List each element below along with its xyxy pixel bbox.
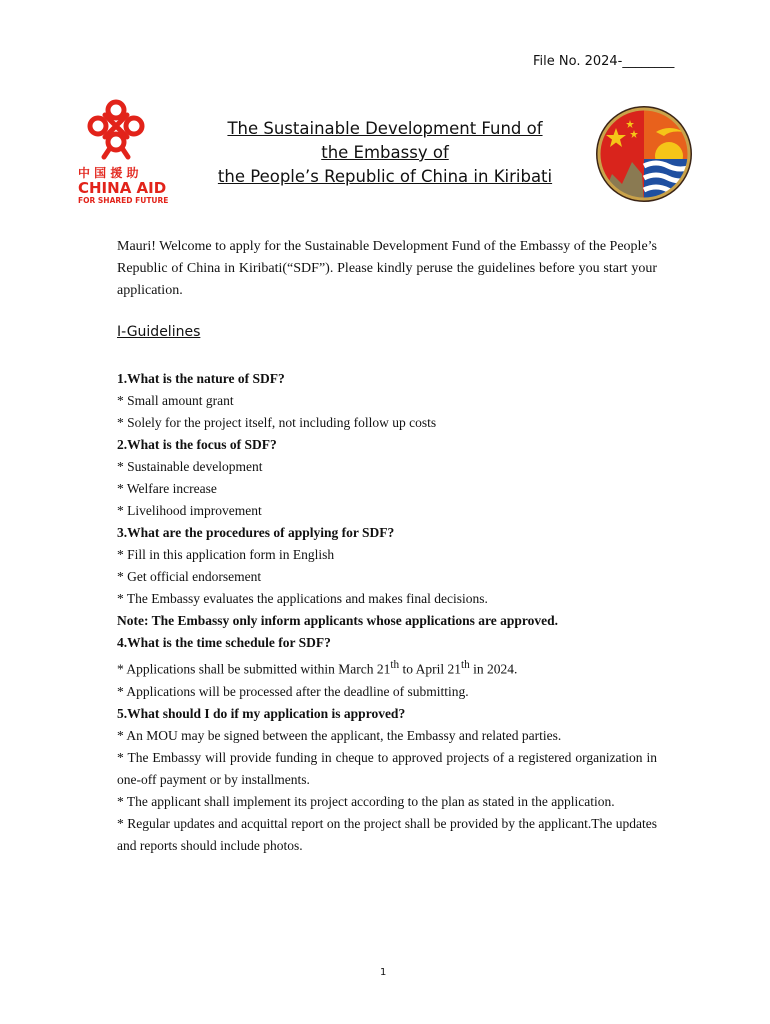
logo-tagline: FOR SHARED FUTURE: [78, 196, 169, 205]
title-line-1: The Sustainable Development Fund of: [227, 119, 543, 138]
guidelines-heading: I-Guidelines: [117, 324, 201, 340]
list-item: * Applications will be processed after the deadline of submitting.: [117, 683, 469, 699]
list-item: * The Embassy evaluates the applications and makes final decisions.: [117, 591, 488, 606]
ordinal-suffix: th: [390, 659, 400, 671]
list-item: * Fill in this application form in English: [117, 547, 335, 562]
list-item: * Welfare increase: [117, 481, 217, 496]
list-item: [117, 654, 657, 681]
list-item: * The applicant shall implement its project according to the plan as stated in the application.: [117, 793, 615, 809]
question-1: 1.What is the nature of SDF?: [117, 371, 285, 386]
schedule-text-b: to April 21: [399, 661, 461, 677]
schedule-text-a: * Applications shall be submitted within March 21: [117, 661, 391, 677]
guidelines-content: [117, 368, 657, 857]
list-item: * The Embassy will provide funding in cheque to approved projects of a registered organization in one-off payment or by installments.: [117, 749, 657, 787]
file-number: File No. 2024-________: [533, 54, 675, 69]
schedule-text-c: in 2024.: [469, 661, 518, 677]
list-item: * An MOU may be signed between the applicant, the Embassy and related parties.: [117, 727, 562, 743]
question-2: 2.What is the focus of SDF?: [117, 437, 277, 452]
logo-name: CHINA AID: [78, 179, 167, 197]
list-item: * Small amount grant: [117, 393, 234, 408]
embassy-emblem-icon: [594, 104, 694, 204]
list-item: * Regular updates and acquittal report on the project shall be provided by the applicant.The updates and reports should include photos.: [117, 815, 657, 853]
list-item: * Solely for the project itself, not including follow up costs: [117, 415, 437, 430]
approval-note: Note: The Embassy only inform applicants whose applications are approved.: [117, 613, 559, 628]
list-item: * Get official endorsement: [117, 569, 262, 584]
question-4: 4.What is the time schedule for SDF?: [117, 635, 331, 650]
intro-paragraph: Mauri! Welcome to apply for the Sustainable Development Fund of the Embassy of the People’s Republic of China in Kiribati(“SDF”). Please kindly peruse the guidelines before you start your application.: [117, 239, 657, 298]
logo-chinese-text: 中 国 援 助: [78, 166, 139, 180]
page-number: 1: [380, 967, 387, 978]
title-line-2: the Embassy of: [321, 143, 449, 162]
document-title: [180, 117, 590, 189]
list-item: * Sustainable development: [117, 459, 263, 474]
list-item: * Livelihood improvement: [117, 503, 262, 518]
ordinal-suffix: th: [461, 659, 470, 671]
title-line-3: the People’s Republic of China in Kiribati: [217, 167, 553, 186]
question-3: 3.What are the procedures of applying for SDF?: [117, 525, 395, 540]
china-aid-logo: [74, 97, 184, 205]
china-knot-icon: [74, 97, 184, 205]
question-5: 5.What should I do if my application is approved?: [117, 705, 406, 721]
